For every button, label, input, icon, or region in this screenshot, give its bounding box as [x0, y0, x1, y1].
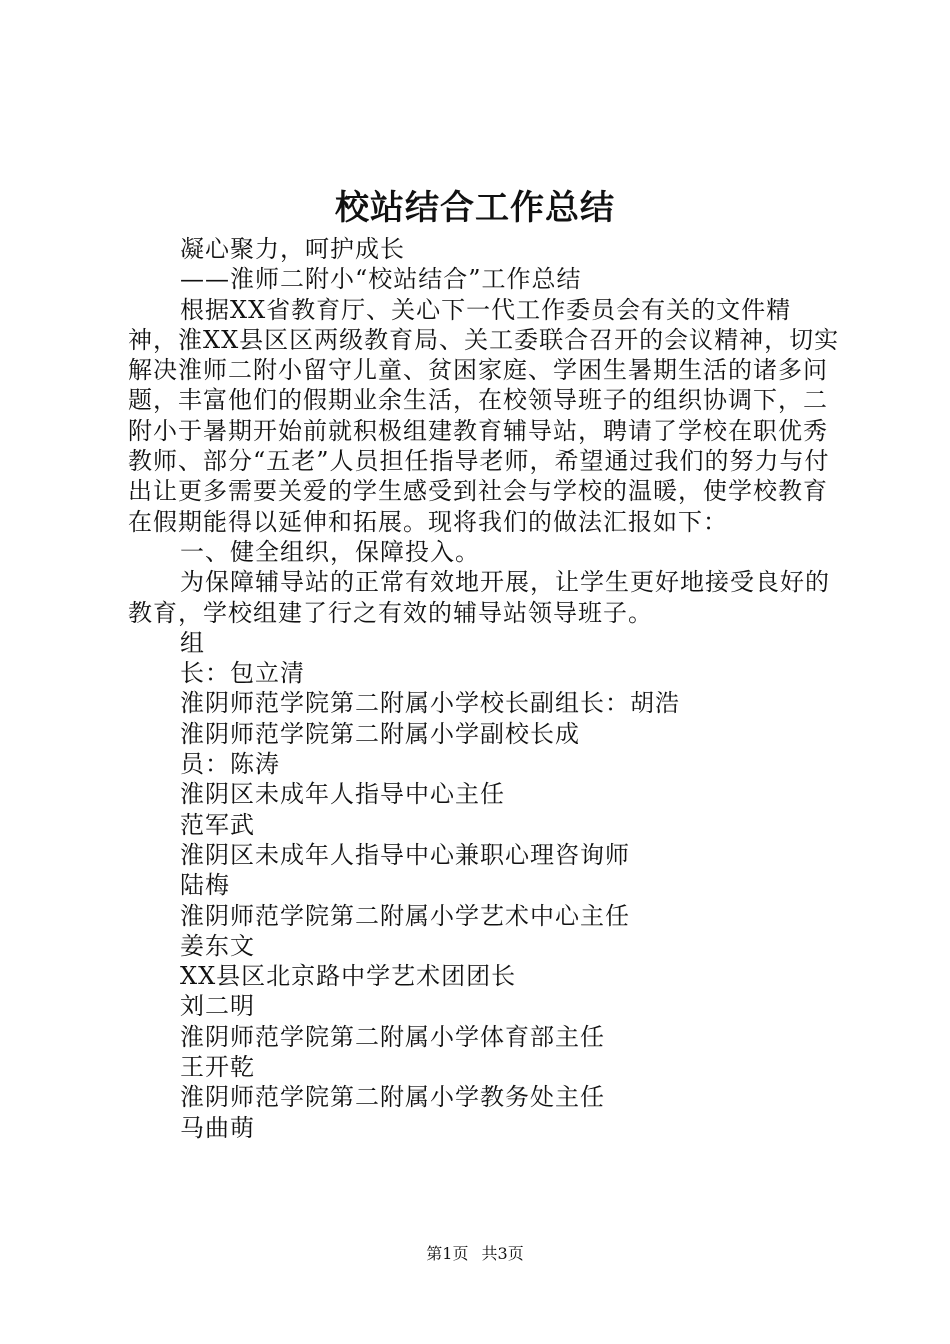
intro-paragraph: 根据XX省教育厅、关心下一代工作委员会有关的文件精神，淮XX县区区两级教育局、关工委联合召开的会议精神，切实解决淮师二附小留守儿童、贫困家庭、学困生暑期生活的诸多问题，丰富他们的假期业余生活，在校领导班子的组织协调下，二附小于暑期开始前就积极组建教育辅导站，聘请了学校在职优秀教师、部分“五老”人员担任指导老师，希望通过我们的努力与付出让更多需要关爱的学生感受到社会与学校的温暖，使学校教育在假期能得以延伸和拓展。现将我们的做法汇报如下：: [128, 295, 840, 536]
roster-line: XX县区北京路中学艺术团团长: [180, 962, 517, 991]
roster-line: 员：陈涛: [180, 750, 280, 779]
roster-line: 刘二明: [180, 992, 255, 1021]
roster-line: 淮阴师范学院第二附属小学副校长成: [180, 719, 580, 748]
roster-list: [128, 628, 840, 1143]
page-footer: [0, 1243, 950, 1265]
roster-line: 范军武: [180, 810, 255, 839]
roster-line: 淮阴区未成年人指导中心主任: [180, 780, 505, 809]
roster-line: 姜东文: [180, 931, 255, 960]
roster-line: 淮阴师范学院第二附属小学校长副组长：胡浩: [180, 689, 680, 718]
roster-line: 陆梅: [180, 871, 230, 900]
subtitle-line: ——淮师二附小“校站结合”工作总结: [180, 265, 582, 294]
roster-line: 淮阴区未成年人指导中心兼职心理咨询师: [180, 840, 630, 869]
section-heading: 一、健全组织，保障投入。: [180, 537, 480, 566]
roster-line: 淮阴师范学院第二附属小学体育部主任: [180, 1022, 605, 1051]
roster-line: 长：包立清: [180, 659, 305, 688]
page-number: 第1页: [426, 1244, 469, 1263]
roster-line: 淮阴师范学院第二附属小学艺术中心主任: [180, 901, 630, 930]
roster-line: 淮阴师范学院第二附属小学教务处主任: [180, 1083, 605, 1112]
roster-line: 马曲萌: [180, 1113, 255, 1142]
roster-line: 王开乾: [180, 1053, 255, 1082]
document-title: 校站结合工作总结: [335, 188, 615, 228]
section-paragraph: 为保障辅导站的正常有效地开展，让学生更好地接受良好的教育，学校组建了行之有效的辅导站领导班子。: [128, 568, 830, 627]
page-total: 共3页: [481, 1244, 524, 1263]
document-body: [128, 234, 840, 1143]
roster-line: 组: [180, 628, 205, 657]
subtitle-line: 凝心聚力，呵护成长: [180, 235, 405, 263]
